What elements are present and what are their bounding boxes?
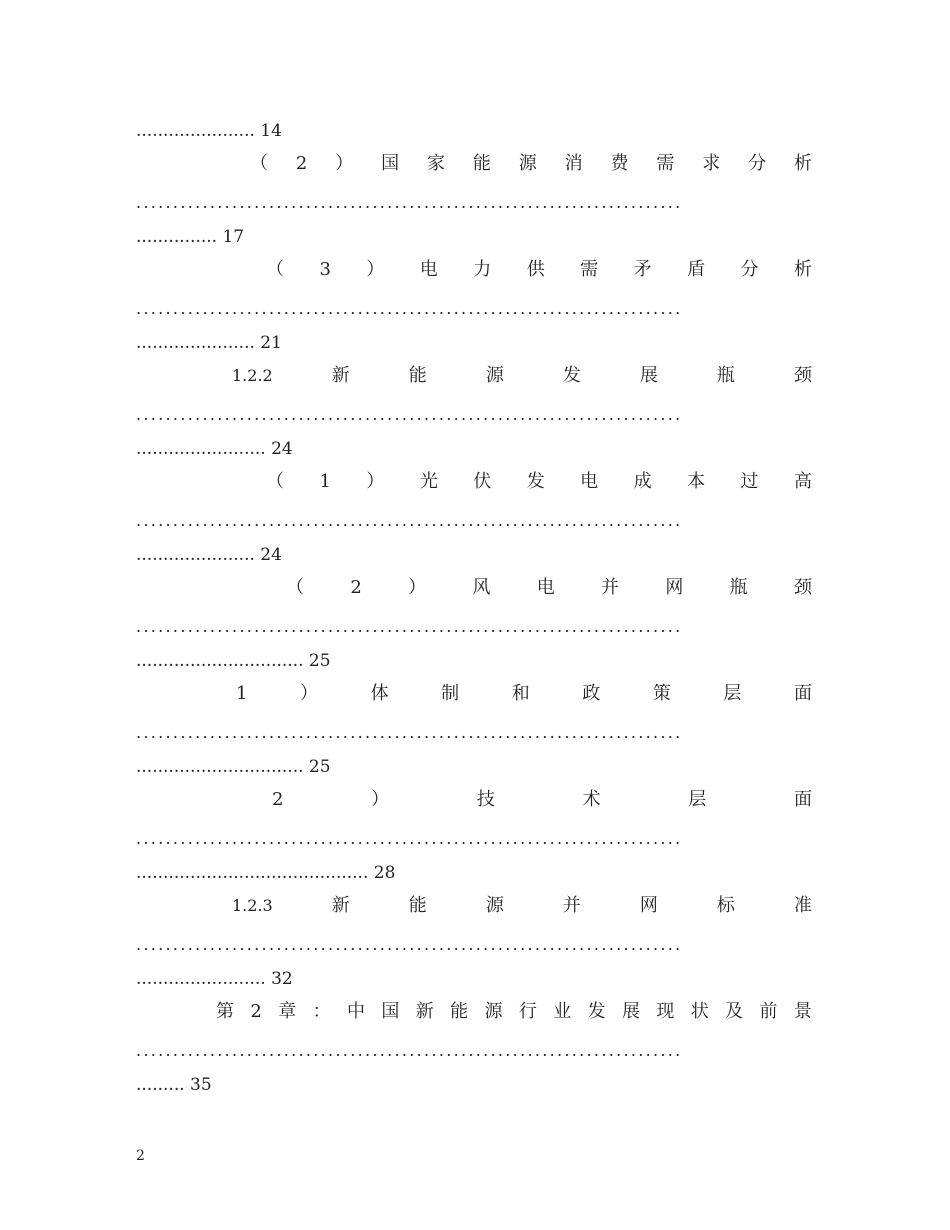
toc-continuation: ............................... 25 — [136, 757, 331, 777]
toc-entry-title: （ 2 ） 风 电 并 网 瓶 颈 — [286, 577, 812, 598]
toc-continuation: ...................... 24 — [136, 545, 282, 565]
toc-continuation: ............................... 25 — [136, 651, 331, 671]
toc-continuation: ............... 17 — [136, 227, 245, 247]
toc-continuation: ...................... 14 — [136, 121, 282, 141]
toc-leader-dots: .......................................................................... — [136, 511, 683, 530]
toc-leader-dots: .......................................................................... — [136, 935, 683, 954]
toc-entry-title: 1.2.3 新 能 源 并 网 标 准 — [232, 895, 812, 916]
toc-entry-title: 第 2 章 ： 中 国 新 能 源 行 业 发 展 现 状 及 前 景 — [216, 1001, 812, 1022]
toc-entry-title: 1 ） 体 制 和 政 策 层 面 — [236, 683, 812, 704]
toc-leader-dots: .......................................................................... — [136, 723, 683, 742]
toc-leader-dots: .......................................................................... — [136, 829, 683, 848]
toc-leader-dots: .......................................................................... — [136, 193, 683, 212]
page-number: 2 — [136, 1148, 145, 1164]
toc-continuation: ...................... 21 — [136, 333, 282, 353]
toc-entry-title: 2 ） 技 术 层 面 — [272, 789, 812, 810]
toc-continuation: ........................................... 28 — [136, 863, 396, 883]
toc-entry-title: （ 1 ） 光 伏 发 电 成 本 过 高 — [266, 471, 812, 492]
toc-continuation: ........................ 24 — [136, 439, 293, 459]
toc-leader-dots: .......................................................................... — [136, 405, 683, 424]
toc-entry-title: 1.2.2 新 能 源 发 展 瓶 颈 — [232, 365, 812, 386]
toc-entry-title: （ 2 ） 国 家 能 源 消 费 需 求 分 析 — [250, 153, 812, 174]
toc-leader-dots: .......................................................................... — [136, 617, 683, 636]
toc-continuation: ........................ 32 — [136, 969, 293, 989]
toc-leader-dots: .......................................................................... — [136, 1041, 683, 1060]
toc-leader-dots: .......................................................................... — [136, 299, 683, 318]
toc-continuation: ......... 35 — [136, 1075, 212, 1095]
toc-entry-title: （ 3 ） 电 力 供 需 矛 盾 分 析 — [266, 259, 812, 280]
